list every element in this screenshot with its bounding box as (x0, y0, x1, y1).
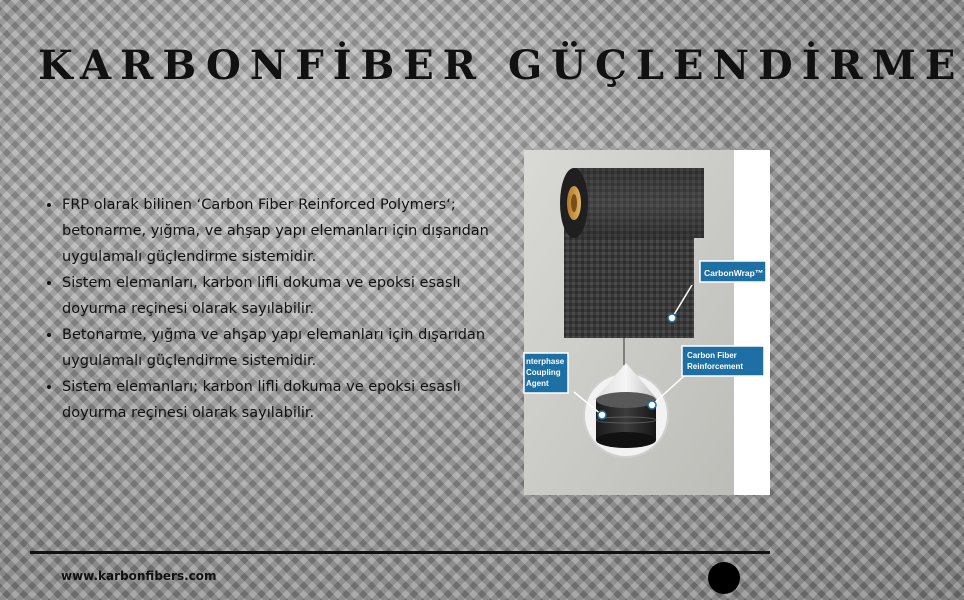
bullet-item: • Sistem elemanları; karbon lifli dokuma ve epoksi esaslı doyurma reçinesi olarak sayılabilir. (62, 374, 502, 426)
carbonwrap-illustration (524, 150, 770, 495)
footer-website-text: www.karbonfibers.com (61, 569, 217, 583)
carbon-fiber-callout-line2: Reinforcement (687, 362, 744, 371)
interphase-callout-line1: nterphase (526, 357, 565, 366)
footer-circle-icon (708, 562, 740, 594)
interphase-callout-line3: Agent (526, 379, 549, 388)
carbon-fiber-callout-line1: Carbon Fiber (687, 351, 737, 360)
carbonwrap-product-image (524, 150, 770, 495)
footer-divider (30, 551, 770, 554)
bullet-item: • FRP olarak bilinen ‘Carbon Fiber Reinforced Polymers‘; betonarme, yığma, ve ahşap yapı elemanları için dışarıdan uygulamalı güçlendirme sistemidir. (62, 192, 502, 270)
slide-title: KARBONFİBER GÜÇLENDİRME (38, 42, 964, 89)
bullet-list (44, 192, 502, 426)
interphase-callout-line2: Coupling (526, 368, 561, 377)
carbonwrap-callout-label: CarbonWrap™ (704, 268, 764, 278)
bullet-item: • Betonarme, yığma ve ahşap yapı elemanları için dışarıdan uygulamalı güçlendirme sistemidir. (62, 322, 502, 374)
bullet-item: • Sistem elemanları, karbon lifli dokuma ve epoksi esaslı doyurma reçinesi olarak sayılabilir. (62, 270, 502, 322)
